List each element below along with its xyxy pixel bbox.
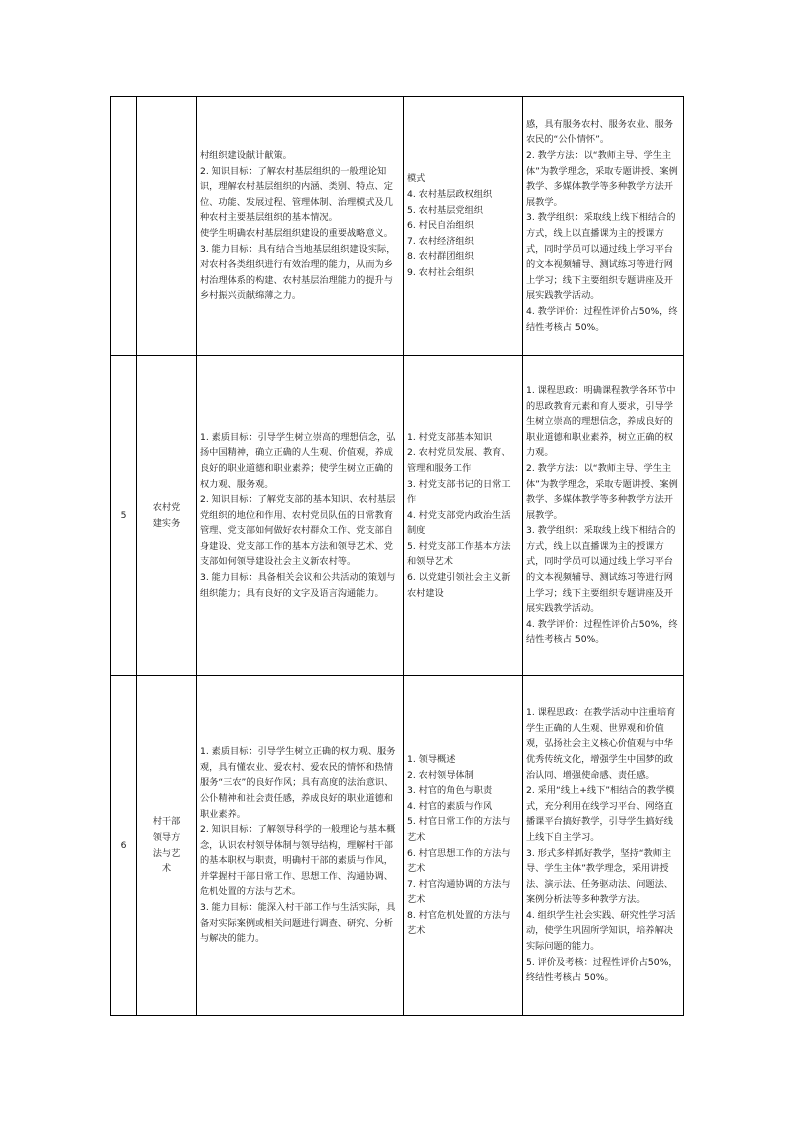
course-methods (523, 356, 684, 676)
table-row (111, 97, 684, 356)
course-name (137, 97, 197, 356)
course-name-text: 农村党 建实务 (152, 501, 181, 529)
course-number (111, 97, 137, 356)
table-row (111, 356, 684, 676)
course-methods (523, 676, 684, 1016)
table-row (111, 676, 684, 1016)
course-methods-text: 感，具有服务农村、服务农业、服务农民的“公仆情怀”。 2. 教学方法：以“教师主导、学生主体”为教学理念，采取专题讲授、案例教学、多媒体教学等多种教学方法开展教学。 3. 教学组织：采取线上线下相结合的方式，线上以直播课为主的授课方式，同时学员可以通过线上学习平台的文本视频辅导、测试练习等进行网上学习；线下主要组织专题讲座及开展实践教学活动。 4. 教学评价：过程性评价占50%，终结性考核占 50%。 (526, 118, 678, 333)
course-methods-text: 1. 课程思政：明确课程教学各环节中的思政教育元素和育人要求，引导学生树立崇高的理想信念，养成良好的职业道德和职业素养，树立正确的权力观。 2. 教学方法：以“教师主导、学生主体”为教学理念，采取专题讲授、案例教学、多媒体教学等多种教学方法开展教学。 3. 教学组织：采取线上线下相结合的方式，线上以直播课为主的授课方式，同时学员可以通过线上学习平台的文本视频辅导、测试练习等进行网上学习；线下主要组织专题讲座及开展实践教学活动。 4. 教学评价：过程性评价占50%，终结性考核占 50%。 (526, 384, 678, 646)
course-goals-text: 村组织建设献计献策。 2. 知识目标：了解农村基层组织的一般理论知识，理解农村基层组织的内涵、类别、特点、定位、功能、发展过程、管理体制、治理模式及几种农村主要基层组织的基本情况。 使学生明确农村基层组织建设的重要战略意义。 3. 能力目标：具有结合当地基层组织建设实际，对农村各类组织进行有效治理的能力，从而为乡村治理体系的构建、农村基层治理能力的提升与乡村振兴贡献绵薄之力。 (200, 150, 396, 302)
course-number: 5 (111, 356, 137, 676)
course-table (110, 96, 684, 1016)
course-content-text: 1. 村党支部基本知识 2. 农村党员发展、教育、管理和服务工作 3. 村党支部书记的日常工作 4. 村党支部党内政治生活制度 5. 村党支部工作基本方法和领导艺术 6. 以党建引领社会主义新农村建设 (407, 431, 511, 599)
course-goals (197, 97, 404, 356)
course-content (404, 356, 523, 676)
course-goals-text: 1. 素质目标：引导学生树立崇高的理想信念，弘扬中国精神，确立正确的人生观、价值观，养成良好的职业道德和职业素养；使学生树立正确的权力观、服务观。 2. 知识目标：了解党支部的基本知识、农村基层党组织的地位和作用、农村党员队伍的日常教育管理、党支部如何做好农村群众工作、党支部自身建设、党支部工作的基本方法和领导艺术、党支部如何领导建设社会主义新农村等。 3. 能力目标：具备相关会议和公共活动的策划与组织能力；具有良好的文字及语言沟通能力。 (200, 431, 396, 599)
course-methods (523, 97, 684, 356)
course-name-text: 村干部 领导方 法与艺 术 (152, 816, 181, 875)
course-goals-text: 1. 素质目标：引导学生树立正确的权力观、服务观，具有懂农业、爱农村、爱农民的情怀和热情服务“三农”的良好作风；具有高度的法治意识、公仆精神和社会责任感，养成良好的职业道德和职业素养。 2. 知识目标：了解领导科学的一般理论与基本概念，认识农村领导体制与领导结构，理解村干部的基本职权与职责，明确村干部的素质与作风，并掌握村干部日常工作、思想工作、沟通协调、危机处置的方法与艺术。 3. 能力目标：能深入村干部工作与生活实际，具备对实际案例或相关问题进行调查、研究、分析与解决的能力。 (200, 746, 396, 945)
course-methods-text: 1. 课程思政：在教学活动中注重培育学生正确的人生观、世界观和价值观，弘扬社会主义核心价值观与中华优秀传统文化，增强学生中国梦的政治认同、增强使命感、责任感。 2. 采用“线上+线下”相结合的教学模式，充分利用在线学习平台、网络直播课平台搞好教学，引导学生搞好线上线下自主学习。 3. 形式多样抓好教学，坚持“教师主导、学生主体”教学理念，采用讲授法、演示法、任务驱动法、问题法、案例分析法等多种教学方法。 4. 组织学生社会实践、研究性学习活动，使学生巩固所学知识，培养解决实际问题的能力。 5. 评价及考核：过程性评价占50%，终结性考核占 50%。 (526, 707, 678, 984)
course-name (137, 676, 197, 1016)
course-goals (197, 356, 404, 676)
course-content-text: 模式 4. 农村基层政权组织 5. 农村基层党组织 6. 村民自治组织 7. 农村经济组织 8. 农村群团组织 9. 农村社会组织 (407, 173, 493, 278)
course-content (404, 97, 523, 356)
course-goals (197, 676, 404, 1016)
course-content (404, 676, 523, 1016)
course-number: 6 (111, 676, 137, 1016)
course-name (137, 356, 197, 676)
course-content-text: 1. 领导概述 2. 农村领导体制 3. 村官的角色与职责 4. 村官的素质与作风 5. 村官日常工作的方法与艺术 6. 村官思想工作的方法与艺术 7. 村官沟通协调的方法与艺术 8. 村官危机处置的方法与艺术 (407, 753, 511, 937)
